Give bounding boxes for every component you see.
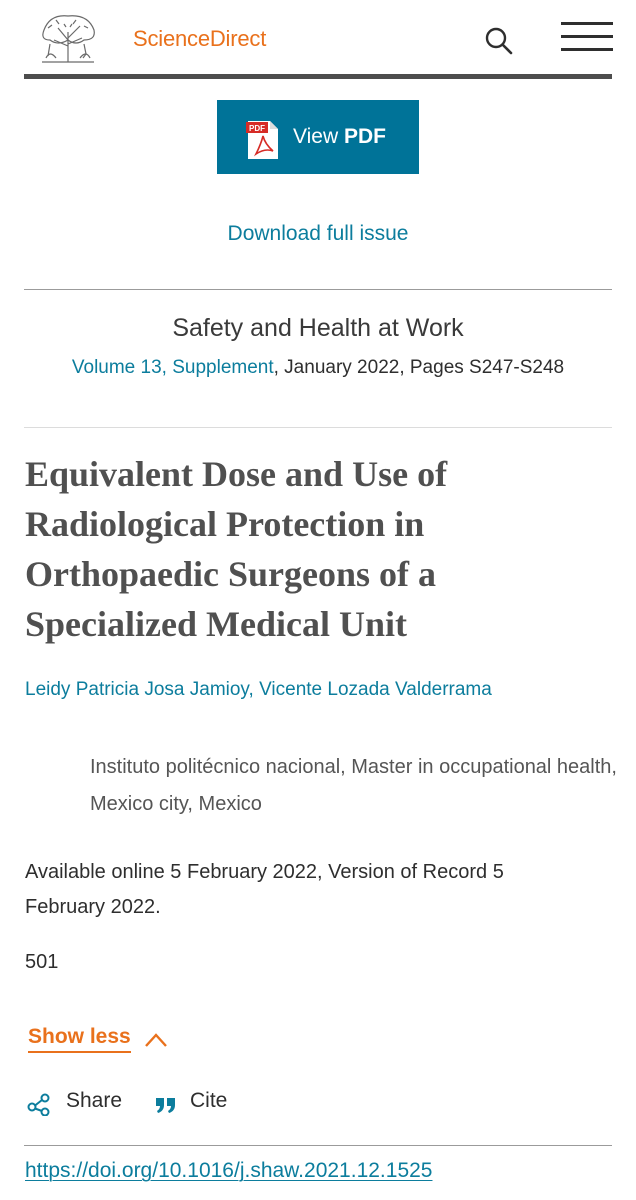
author-list: Leidy Patricia Josa Jamioy, Vicente Lozada Valderrama (25, 679, 492, 700)
quote-icon[interactable] (154, 1094, 178, 1116)
divider (24, 289, 612, 290)
divider (24, 1145, 612, 1146)
availability-info: Available online 5 February 2022, Version of Record 5 February 2022. (25, 861, 504, 918)
article-title: Equivalent Dose and Use of Radiological Protection in Orthopaedic Surgeons of a Specialized Medical Unit (25, 454, 448, 644)
doi-link[interactable]: https://doi.org/10.1016/j.shaw.2021.12.1525 (25, 1159, 433, 1182)
share-icon[interactable] (27, 1092, 51, 1116)
show-less-button[interactable]: Show less (28, 1025, 131, 1053)
chevron-up-icon[interactable] (144, 1032, 168, 1048)
view-pdf-button[interactable] (217, 100, 419, 174)
cite-button[interactable]: Cite (190, 1089, 228, 1112)
view-pdf-label: View PDF (293, 125, 386, 148)
journal-title[interactable]: Safety and Health at Work (172, 314, 464, 342)
author-link[interactable]: Vicente Lozada Valderrama (259, 679, 492, 700)
issue-info (0, 357, 636, 379)
brand-name[interactable]: ScienceDirect (133, 26, 267, 51)
volume-link[interactable]: Volume 13, Supplement (71, 357, 274, 378)
elsevier-tree-logo[interactable] (36, 10, 100, 66)
search-icon[interactable] (482, 24, 516, 58)
site-header (0, 0, 636, 80)
pdf-icon-text: PDF (249, 124, 265, 133)
author-link[interactable]: Leidy Patricia Josa Jamioy (25, 679, 249, 700)
divider (24, 427, 612, 428)
article-number: 501 (25, 951, 59, 973)
pdf-file-icon (243, 120, 283, 160)
share-button[interactable]: Share (66, 1089, 123, 1112)
hamburger-menu-icon[interactable] (561, 22, 613, 52)
issue-details: , January 2022, Pages S247-S248 (273, 357, 565, 378)
download-full-issue-link[interactable]: Download full issue (227, 222, 409, 245)
affiliation: Instituto politécnico nacional, Master in occupational health, Mexico city, Mexico (90, 756, 617, 815)
header-divider (24, 74, 612, 79)
